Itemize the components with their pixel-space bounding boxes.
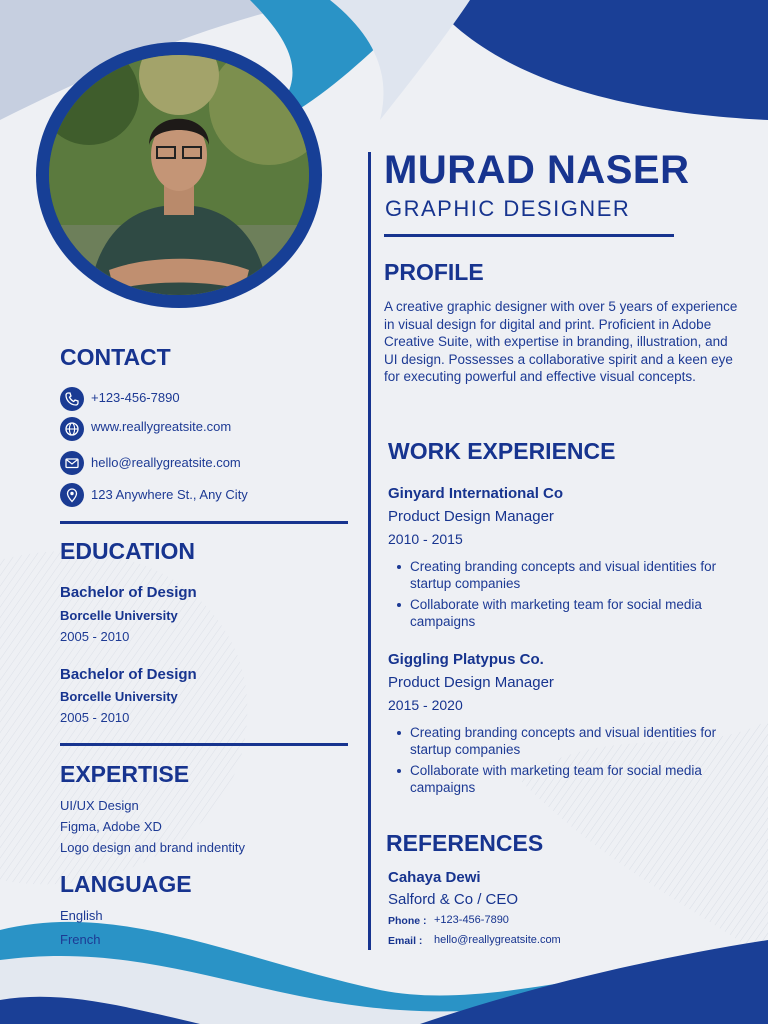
job-bullets <box>388 558 760 634</box>
expertise-item: UI/UX Design <box>60 798 139 813</box>
job-title: Product Design Manager <box>388 508 554 525</box>
language-heading: LANGUAGE <box>60 871 192 897</box>
job-bullet: Creating branding concepts and visual identities for startup companies <box>410 558 760 592</box>
job-bullet: Collaborate with marketing team for social media campaigns <box>410 762 760 796</box>
education-school: Borcelle University <box>60 608 178 623</box>
job-company: Ginyard International Co <box>388 485 564 502</box>
education-degree: Bachelor of Design <box>60 584 197 601</box>
phone-icon <box>60 387 84 411</box>
globe-icon <box>60 417 84 441</box>
reference-email[interactable]: hello@reallygreatsite.com <box>434 934 561 946</box>
education-years: 2005 - 2010 <box>60 710 130 725</box>
job-company: Giggling Platypus Co. <box>388 651 544 668</box>
profile-photo-frame <box>36 42 322 308</box>
location-pin-icon <box>60 483 84 507</box>
profile-heading: PROFILE <box>384 259 484 285</box>
reference-phone[interactable]: +123-456-7890 <box>434 914 509 926</box>
education-heading: EDUCATION <box>60 538 196 564</box>
vertical-divider <box>368 152 371 950</box>
job-bullets <box>388 724 760 800</box>
candidate-role: GRAPHIC DESIGNER <box>385 196 631 221</box>
education-years: 2005 - 2010 <box>60 629 130 644</box>
job-years: 2010 - 2015 <box>388 531 463 547</box>
header-rule <box>384 234 674 237</box>
mail-icon <box>60 451 84 475</box>
job-title: Product Design Manager <box>388 674 554 691</box>
contact-email[interactable]: hello@reallygreatsite.com <box>91 455 241 470</box>
reference-org: Salford & Co / CEO <box>388 891 519 908</box>
contact-rule <box>60 521 348 524</box>
education-degree: Bachelor of Design <box>60 666 197 683</box>
reference-email-label: Email : <box>388 935 423 947</box>
language-item: English <box>60 908 103 923</box>
expertise-item: Figma, Adobe XD <box>60 819 162 834</box>
job-years: 2015 - 2020 <box>388 697 463 713</box>
expertise-item: Logo design and brand indentity <box>60 840 246 855</box>
job-bullet: Collaborate with marketing team for social media campaigns <box>410 596 760 630</box>
education-rule <box>60 743 348 746</box>
profile-text: A creative graphic designer with over 5 years of experience in visual design for digital and print. Proficient in Adobe Creative Suite, with expertise in branding, illustration, and UI design. Possesses a collaborative spirit and a keen eye for executing powerful and effective visual concepts. <box>384 299 738 384</box>
job-bullet: Creating branding concepts and visual identities for startup companies <box>410 724 760 758</box>
contact-heading: CONTACT <box>60 344 171 370</box>
references-heading: REFERENCES <box>386 830 544 856</box>
profile-photo <box>49 55 309 295</box>
work-heading: WORK EXPERIENCE <box>388 438 616 464</box>
contact-address: 123 Anywhere St., Any City <box>91 487 248 502</box>
expertise-heading: EXPERTISE <box>60 761 190 787</box>
language-item: French <box>60 932 101 947</box>
contact-website[interactable]: www.reallygreatsite.com <box>91 419 232 434</box>
candidate-name: MURAD NASER <box>384 148 690 192</box>
reference-phone-label: Phone : <box>388 915 427 927</box>
contact-phone[interactable]: +123-456-7890 <box>91 390 180 405</box>
reference-name: Cahaya Dewi <box>388 869 481 886</box>
education-school: Borcelle University <box>60 689 178 704</box>
